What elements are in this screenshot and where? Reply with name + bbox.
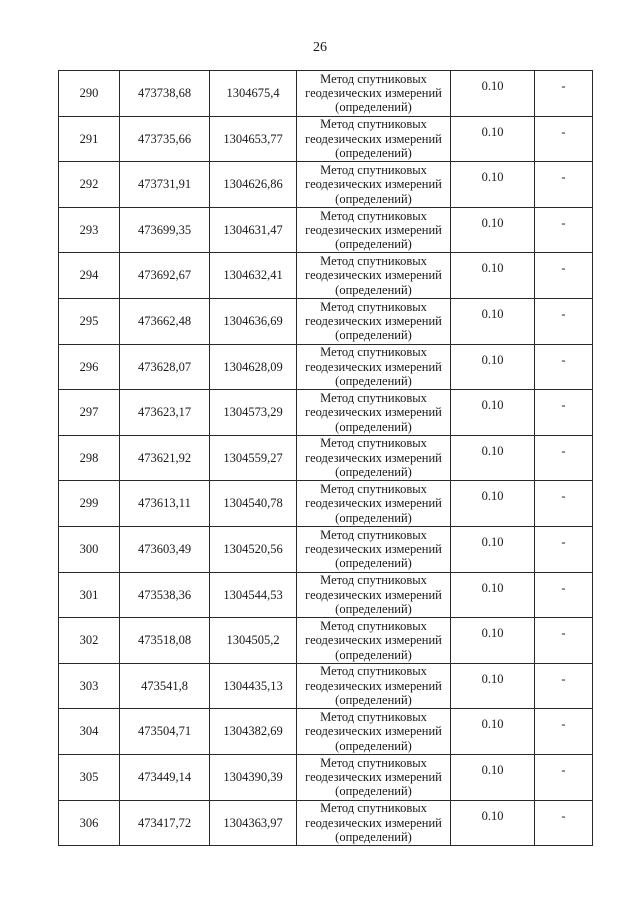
point-number-cell: 300: [59, 526, 120, 572]
description-cell: -: [535, 390, 593, 436]
table-row: [59, 298, 593, 344]
method-text-line: Метод спутниковых: [320, 390, 427, 405]
table-row: [59, 390, 593, 436]
description-cell: -: [535, 253, 593, 299]
method-text-line: (определений): [335, 693, 412, 708]
y-coordinate-cell: 1304628,09: [210, 344, 297, 390]
accuracy-cell: 0.10: [451, 298, 535, 344]
method-text-line: геодезических измерений: [305, 359, 442, 374]
method-text-line: геодезических измерений: [305, 633, 442, 648]
method-text-line: (определений): [335, 465, 412, 480]
point-number-cell: 306: [59, 800, 120, 846]
y-coordinate-cell: 1304520,56: [210, 526, 297, 572]
point-number-cell: 290: [59, 71, 120, 117]
description-cell: -: [535, 526, 593, 572]
accuracy-cell: 0.10: [451, 800, 535, 846]
method-text-line: (определений): [335, 146, 412, 161]
method-text-line: Метод спутниковых: [320, 573, 427, 588]
method-text-line: (определений): [335, 419, 412, 434]
table-row: [59, 754, 593, 800]
method-text-line: Метод спутниковых: [320, 618, 427, 633]
y-coordinate-cell: 1304626,86: [210, 162, 297, 208]
method-cell: [297, 162, 451, 208]
accuracy-cell: 0.10: [451, 207, 535, 253]
accuracy-cell: 0.10: [451, 344, 535, 390]
table-row: [59, 207, 593, 253]
method-cell: [297, 481, 451, 527]
method-text-line: (определений): [335, 784, 412, 799]
point-number-cell: 305: [59, 754, 120, 800]
point-number-cell: 301: [59, 572, 120, 618]
method-text-line: (определений): [335, 510, 412, 525]
description-cell: -: [535, 572, 593, 618]
method-cell: [297, 298, 451, 344]
description-cell: -: [535, 618, 593, 664]
point-number-cell: 291: [59, 116, 120, 162]
x-coordinate-cell: 473613,11: [120, 481, 210, 527]
accuracy-cell: 0.10: [451, 71, 535, 117]
accuracy-cell: 0.10: [451, 754, 535, 800]
table-row: [59, 709, 593, 755]
method-text-line: геодезических измерений: [305, 405, 442, 420]
method-text-line: (определений): [335, 374, 412, 389]
method-text-line: геодезических измерений: [305, 587, 442, 602]
method-cell: [297, 709, 451, 755]
x-coordinate-cell: 473735,66: [120, 116, 210, 162]
method-text-line: (определений): [335, 282, 412, 297]
point-number-cell: 303: [59, 663, 120, 709]
y-coordinate-cell: 1304675,4: [210, 71, 297, 117]
point-number-cell: 297: [59, 390, 120, 436]
accuracy-cell: 0.10: [451, 572, 535, 618]
y-coordinate-cell: 1304390,39: [210, 754, 297, 800]
table-row: [59, 618, 593, 664]
method-text-line: Метод спутниковых: [320, 299, 427, 314]
x-coordinate-cell: 473603,49: [120, 526, 210, 572]
accuracy-cell: 0.10: [451, 435, 535, 481]
method-text-line: (определений): [335, 602, 412, 617]
table-row: [59, 344, 593, 390]
method-cell: [297, 618, 451, 664]
accuracy-cell: 0.10: [451, 390, 535, 436]
method-cell: [297, 800, 451, 846]
coordinates-table: [58, 70, 593, 846]
description-cell: -: [535, 709, 593, 755]
description-cell: -: [535, 481, 593, 527]
x-coordinate-cell: 473662,48: [120, 298, 210, 344]
method-text-line: (определений): [335, 328, 412, 343]
accuracy-cell: 0.10: [451, 526, 535, 572]
method-text-line: (определений): [335, 738, 412, 753]
description-cell: -: [535, 754, 593, 800]
accuracy-cell: 0.10: [451, 618, 535, 664]
table-row: [59, 435, 593, 481]
x-coordinate-cell: 473628,07: [120, 344, 210, 390]
y-coordinate-cell: 1304632,41: [210, 253, 297, 299]
point-number-cell: 293: [59, 207, 120, 253]
y-coordinate-cell: 1304573,29: [210, 390, 297, 436]
method-text-line: геодезических измерений: [305, 222, 442, 237]
method-cell: [297, 754, 451, 800]
page-number: 26: [313, 40, 327, 55]
point-number-cell: 295: [59, 298, 120, 344]
accuracy-cell: 0.10: [451, 481, 535, 527]
description-cell: -: [535, 116, 593, 162]
method-text-line: Метод спутниковых: [320, 71, 427, 86]
method-text-line: геодезических измерений: [305, 770, 442, 785]
method-text-line: геодезических измерений: [305, 724, 442, 739]
x-coordinate-cell: 473417,72: [120, 800, 210, 846]
y-coordinate-cell: 1304544,53: [210, 572, 297, 618]
method-cell: [297, 390, 451, 436]
method-text-line: Метод спутниковых: [320, 801, 427, 816]
method-text-line: (определений): [335, 100, 412, 115]
method-cell: [297, 663, 451, 709]
accuracy-cell: 0.10: [451, 663, 535, 709]
y-coordinate-cell: 1304540,78: [210, 481, 297, 527]
method-text-line: Метод спутниковых: [320, 208, 427, 223]
x-coordinate-cell: 473621,92: [120, 435, 210, 481]
point-number-cell: 296: [59, 344, 120, 390]
method-text-line: геодезических измерений: [305, 86, 442, 101]
method-text-line: геодезических измерений: [305, 450, 442, 465]
method-text-line: (определений): [335, 237, 412, 252]
table-row: [59, 162, 593, 208]
table-row: [59, 800, 593, 846]
point-number-cell: 294: [59, 253, 120, 299]
method-text-line: Метод спутниковых: [320, 436, 427, 451]
y-coordinate-cell: 1304435,13: [210, 663, 297, 709]
x-coordinate-cell: 473518,08: [120, 618, 210, 664]
accuracy-cell: 0.10: [451, 253, 535, 299]
method-text-line: Метод спутниковых: [320, 482, 427, 497]
method-text-line: геодезических измерений: [305, 542, 442, 557]
accuracy-cell: 0.10: [451, 709, 535, 755]
method-text-line: Метод спутниковых: [320, 162, 427, 177]
method-text-line: Метод спутниковых: [320, 664, 427, 679]
table-row: [59, 526, 593, 572]
accuracy-cell: 0.10: [451, 116, 535, 162]
x-coordinate-cell: 473731,91: [120, 162, 210, 208]
method-cell: [297, 344, 451, 390]
description-cell: -: [535, 663, 593, 709]
method-cell: [297, 253, 451, 299]
description-cell: -: [535, 162, 593, 208]
y-coordinate-cell: 1304631,47: [210, 207, 297, 253]
method-text-line: (определений): [335, 829, 412, 844]
y-coordinate-cell: 1304653,77: [210, 116, 297, 162]
method-text-line: геодезических измерений: [305, 131, 442, 146]
method-text-line: Метод спутниковых: [320, 254, 427, 269]
method-text-line: Метод спутниковых: [320, 527, 427, 542]
point-number-cell: 302: [59, 618, 120, 664]
coordinates-table-body: [59, 71, 593, 846]
x-coordinate-cell: 473504,71: [120, 709, 210, 755]
description-cell: -: [535, 435, 593, 481]
point-number-cell: 304: [59, 709, 120, 755]
table-row: [59, 71, 593, 117]
method-text-line: Метод спутниковых: [320, 117, 427, 132]
method-text-line: (определений): [335, 647, 412, 662]
x-coordinate-cell: 473699,35: [120, 207, 210, 253]
method-text-line: геодезических измерений: [305, 314, 442, 329]
description-cell: -: [535, 207, 593, 253]
table-row: [59, 481, 593, 527]
y-coordinate-cell: 1304363,97: [210, 800, 297, 846]
method-text-line: геодезических измерений: [305, 815, 442, 830]
method-text-line: геодезических измерений: [305, 678, 442, 693]
method-text-line: Метод спутниковых: [320, 710, 427, 725]
method-cell: [297, 207, 451, 253]
method-cell: [297, 526, 451, 572]
method-cell: [297, 435, 451, 481]
table-row: [59, 116, 593, 162]
accuracy-cell: 0.10: [451, 162, 535, 208]
method-cell: [297, 71, 451, 117]
x-coordinate-cell: 473449,14: [120, 754, 210, 800]
description-cell: -: [535, 344, 593, 390]
description-cell: -: [535, 298, 593, 344]
x-coordinate-cell: 473541,8: [120, 663, 210, 709]
y-coordinate-cell: 1304505,2: [210, 618, 297, 664]
method-text-line: геодезических измерений: [305, 268, 442, 283]
method-text-line: (определений): [335, 191, 412, 206]
y-coordinate-cell: 1304636,69: [210, 298, 297, 344]
method-text-line: геодезических измерений: [305, 177, 442, 192]
point-number-cell: 299: [59, 481, 120, 527]
method-text-line: Метод спутниковых: [320, 345, 427, 360]
x-coordinate-cell: 473623,17: [120, 390, 210, 436]
description-cell: -: [535, 71, 593, 117]
point-number-cell: 298: [59, 435, 120, 481]
method-text-line: геодезических измерений: [305, 496, 442, 511]
description-cell: -: [535, 800, 593, 846]
x-coordinate-cell: 473692,67: [120, 253, 210, 299]
method-text-line: (определений): [335, 556, 412, 571]
table-row: [59, 663, 593, 709]
x-coordinate-cell: 473738,68: [120, 71, 210, 117]
x-coordinate-cell: 473538,36: [120, 572, 210, 618]
y-coordinate-cell: 1304559,27: [210, 435, 297, 481]
method-cell: [297, 116, 451, 162]
table-row: [59, 572, 593, 618]
method-cell: [297, 572, 451, 618]
y-coordinate-cell: 1304382,69: [210, 709, 297, 755]
table-row: [59, 253, 593, 299]
method-text-line: Метод спутниковых: [320, 755, 427, 770]
point-number-cell: 292: [59, 162, 120, 208]
